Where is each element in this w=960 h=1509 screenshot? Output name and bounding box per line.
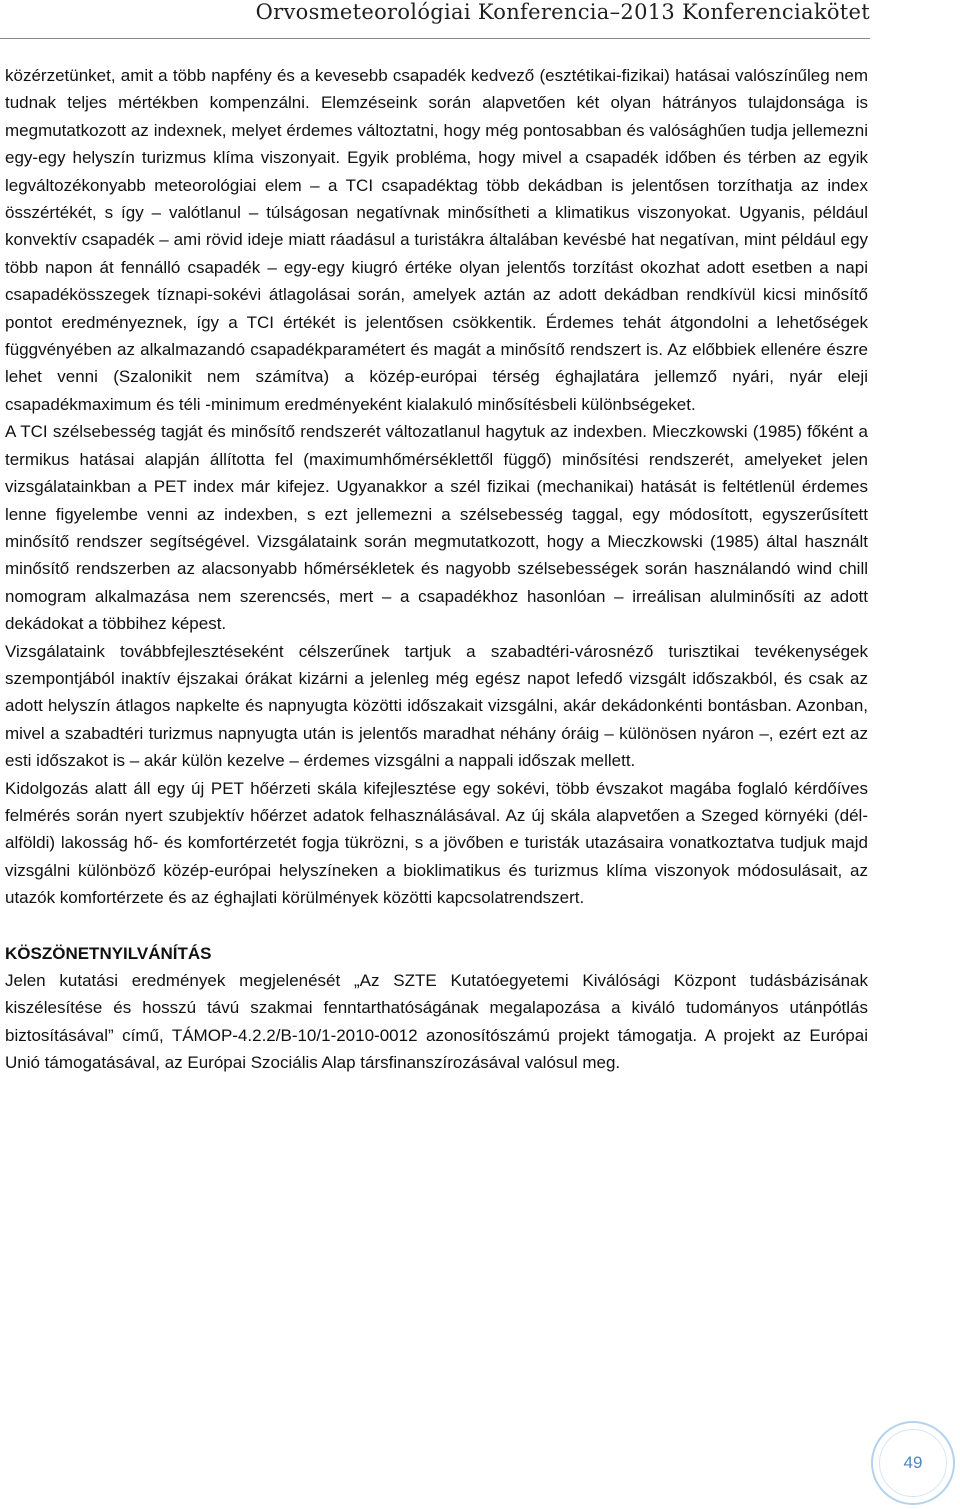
main-text (5, 62, 868, 1077)
paragraph-4: Kidolgozás alatt áll egy új PET hőérzeti skála kifejlesztése egy sokévi, több évszakot magába foglaló kérdőíves felmérés során nyert szubjektív hőérzet adatok felhasználásával. Az új skála alapvetően a Szeged környéki (dél-alföldi) lakosság hő- és komfortérzetét fogja tükrözni, s a jövőben e turisták utazásaira vonatkoztatva tudjuk majd vizsgálni különböző közép-európai helyszíneken a bioklimatikus és turizmus klíma viszonyok módosulásait, az utazók komfortérzete és az éghajlati körülmények közötti kapcsolatrendszert. (5, 778, 868, 908)
page-header (0, 0, 960, 40)
acknowledgement-heading: KÖSZÖNETNYILVÁNÍTÁS (5, 943, 212, 963)
acknowledgement-text: Jelen kutatási eredmények megjelenését „Az SZTE Kutatóegyetemi Kiválósági Központ tudásbázisának kiszélesítése és hosszú távú szakmai fenntarthatóságának megalapozása a kiváló tudományos utánpótlás biztosításával” című, TÁMOP-4.2.2/B-10/1-2010-0012 azonosítószámú projekt támogatja. A projekt az Európai Unió támogatásával, az Európai Szociális Alap társfinanszírozásával valósul meg. (5, 971, 868, 1073)
header-divider (0, 38, 870, 39)
paragraph-3: Vizsgálataink továbbfejlesztéseként célszerűnek tartjuk a szabadtéri-városnéző turisztikai tevékenységek szempontjából inaktív éjszakai órákat kizárni a jelenleg még egész napot lefedő vizsgált időszakból, és csak az adott helyszín átlagos napkelte és napnyugta közötti időszakait vizsgálni, akár dekádonkénti bontásban. Azonban, mivel a szabadtéri turizmus napnyugta után is jelentős maradhat néhány óráig – különösen nyáron –, ezért ezt az esti időszakot is – akár külön kezelve – érdemes vizsgálni a nappali időszak mellett. (5, 641, 868, 771)
paragraph-1: közérzetünket, amit a több napfény és a kevesebb csapadék kedvező (esztétikai-fizikai) hatásai valószínűleg nem tudnak teljes mértékben kompenzálni. Elemzéseink során alapvetően két olyan hátrányos tulajdonsága is megmutatkozott az indexnek, melyet érdemes változtatni, hogy még pontosabban és valósághűen tudja jellemezni egy-egy helyszín turizmus klíma viszonyait. Egyik probléma, hogy mivel a csapadék időben és térben az egyik legváltozékonyabb meteorológiai elem – a TCI csapadéktag több dekádban is jelentősen torzíthatja az index összértékét, s így – valótlanul – túlságosan negatívnak minősítheti a klimatikus viszonyokat. Ugyanis, például konvektív csapadék – ami rövid ideje miatt ráadásul a turistákra általában kevésbé hat negatívan, mint például egy több napon át fennálló csapadék – egy-egy kiugró értéke olyan jelentős torzítást okozhat adott esetben a napi csapadékösszegek tíznapi-sokévi átlagolásai során, amelyek aztán az adott dekádban rendkívül kicsi minősítő pontot eredményeznek, így a TCI értékét is jelentősen csökkentik. Érdemes tehát átgondolni a lehetőségek függvényében az alkalmazandó csapadékparamétert és magát a minősítő rendszert is. Az előbbiek ellenére észre lehet venni (Szalonikit nem számítva) a közép-európai térség éghajlatára jellemző nyári, nyár eleji csapadékmaximum és téli -minimum eredményeként kialakuló minősítésbeli különbségeket. (5, 66, 868, 414)
running-header-title: Orvosmeteorológiai Konferencia–2013 Konferenciakötet (255, 0, 870, 24)
page-number-badge (871, 1421, 955, 1505)
page-number: 49 (903, 1453, 923, 1472)
paragraph-2: A TCI szélsebesség tagját és minősítő rendszerét változatlanul hagytuk az indexben. Mieczkowski (1985) főként a termikus hatásai alapján állította fel (maximumhőmérséklettől függő) minősítési rendszerét, amelyeket jelen vizsgálatainkban a PET index már kifejez. Ugyanakkor a szél fizikai (mechanikai) hatását is feltétlenül érdemes lenne figyelembe venni az indexben, s ezt jellemezni a szélsebesség taggal, egy módosított, egyszerűsített minősítő rendszer segítségével. Vizsgálataink során megmutatkozott, hogy a Mieczkowski (1985) által használt minősítő rendszerben az alacsonyabb hőmérsékletek és nagyobb szélsebességek során használandó wind chill nomogram alkalmazása nem szerencsés, mert – a csapadékhoz hasonlóan – irreálisan alulminősíti az adott dekádokat a többihez képest. (5, 422, 868, 634)
